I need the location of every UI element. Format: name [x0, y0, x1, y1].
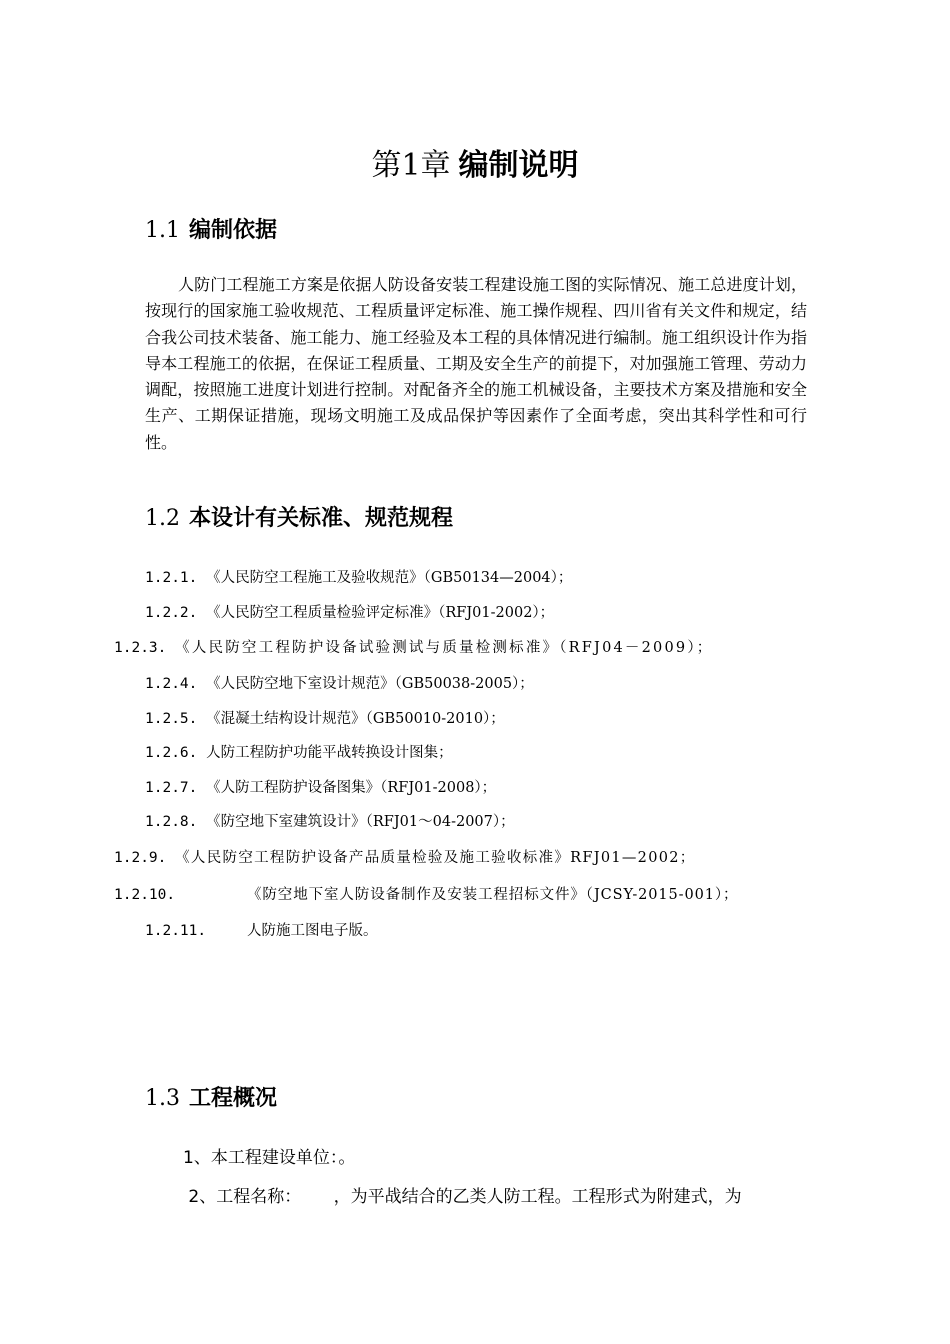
list-item — [114, 840, 807, 877]
item-text: 《人民防空工程施工及验收规范》（GB50134—2004）； — [206, 570, 573, 586]
section-title: 本设计有关标准、规范规程 — [189, 506, 454, 531]
item-text: 人防工程防护功能平战转换设计图集； — [206, 745, 453, 761]
list-item — [114, 877, 807, 914]
section-heading-standards — [145, 504, 453, 534]
list-item — [114, 630, 807, 667]
item-text: 《防空地下室建筑设计》（RFJ01～04-2007）； — [206, 814, 515, 830]
item-number: 1.2.11. — [145, 922, 207, 939]
basis-paragraph: 人防门工程施工方案是依据人防设备安装工程建设施工图的实际情况、施工总进度计划，按现行的国家施工验收规范、工程质量评定标准、施工操作规程、四川省有关文件和规定，结合我公司技术装备、施工能力、施工经验及本工程的具体情况进行编制。施工组织设计作为指导本工程施工的依据，在保证工程质量、工期及安全生产的前提下，对加强施工管理、劳动力调配，按照施工进度计划进行控制。对配备齐全的施工机械设备，主要技术方案及措施和安全生产、工期保证措施，现场文明施工及成品保护等因素作了全面考虑，突出其科学性和可行性。 — [145, 275, 807, 452]
item-text: 人防施工图电子版。 — [247, 922, 378, 939]
item-number: 1.2.6. — [145, 745, 198, 761]
list-item — [145, 561, 807, 596]
item-number: 1.2.3. — [114, 640, 167, 656]
item-text: 《人民防空工程质量检验评定标准》（RFJ01-2002）； — [206, 604, 555, 621]
section-title: 编制依据 — [189, 218, 278, 243]
item-text: 《人民防空地下室设计规范》（GB50038-2005）； — [206, 676, 534, 692]
section-heading-overview — [145, 1084, 277, 1114]
item-text: 《人防工程防护设备图集》（RFJ01-2008）； — [206, 779, 497, 796]
chapter-number: 第1章 — [371, 148, 451, 183]
item-number: 1.2.1. — [145, 570, 198, 586]
list-item — [145, 771, 807, 806]
item-number: 1.2.5. — [145, 710, 198, 727]
item-text: 《混凝土结构设计规范》（GB50010-2010）； — [206, 710, 505, 727]
section-number: 1.3 — [145, 1086, 180, 1111]
item-number: 1.2.8. — [145, 814, 198, 830]
item-number: 1.2.7. — [145, 779, 198, 796]
item-text: 《防空地下室人防设备制作及安装工程招标文件》（JCSY-2015-001）； — [247, 886, 739, 903]
section-heading-basis — [145, 216, 277, 246]
list-item — [145, 596, 807, 631]
list-item — [145, 736, 807, 771]
item-text: 《人民防空工程防护设备产品质量检验及施工验收标准》RFJ01—2002； — [175, 849, 696, 866]
item-number: 1.2.2. — [145, 604, 198, 621]
section-number: 1.2 — [145, 506, 180, 531]
chapter-name: 编制说明 — [458, 148, 579, 183]
standards-list — [114, 561, 807, 948]
list-item — [145, 805, 807, 840]
item-number: 1.2.9. — [114, 849, 167, 866]
section-number: 1.1 — [145, 218, 180, 243]
overview-line-1: 1、本工程建设单位：。 — [183, 1148, 356, 1168]
item-number: 1.2.4. — [145, 676, 198, 692]
list-item — [145, 667, 807, 702]
list-item — [145, 702, 807, 737]
section-title: 工程概况 — [189, 1086, 278, 1111]
item-text: 《人民防空工程防护设备试验测试与质量检测标准》（RFJ04－2009）； — [175, 640, 714, 656]
overview-line-2: 2、工程名称： ，为平战结合的乙类人防工程。工程形式为附建式，为 — [183, 1187, 742, 1207]
chapter-title — [0, 146, 950, 186]
list-item — [145, 914, 807, 949]
item-number: 1.2.10. — [114, 886, 176, 903]
